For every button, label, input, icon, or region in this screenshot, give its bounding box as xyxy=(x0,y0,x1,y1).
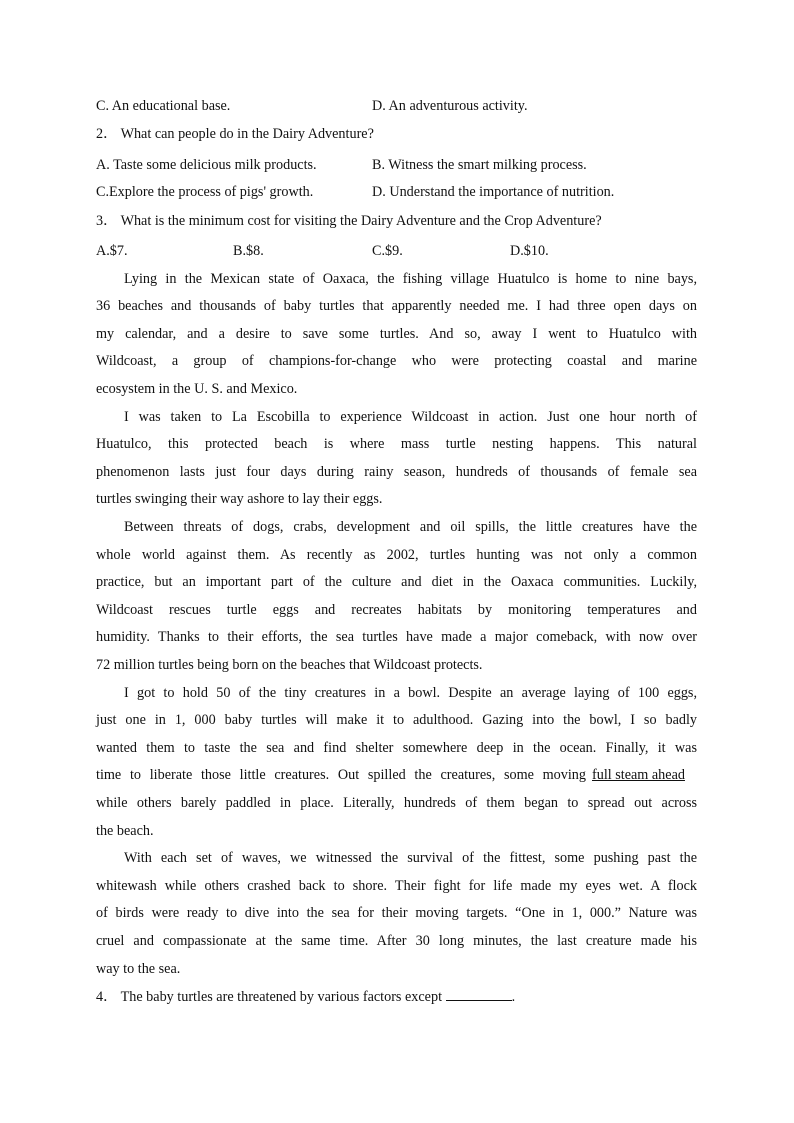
q2-option-a: A. Taste some delicious milk products. xyxy=(96,157,317,173)
text-line: turtles swinging their way ashore to lay their eggs. xyxy=(96,491,383,507)
q2-option-d: D. Understand the importance of nutrition. xyxy=(372,184,615,200)
q3-stem: 3． What is the minimum cost for visiting the Dairy Adventure and the Crop Adventure? xyxy=(96,213,602,229)
text-line: practice, but an important part of the culture and diet in the Oaxaca communities. Luckily, xyxy=(96,574,697,590)
text-line: time to liberate those little creatures. Out spilled the creatures, some moving xyxy=(96,767,586,783)
text-line: wanted them to taste the sea and find shelter somewhere deep in the ocean. Finally, it was xyxy=(96,740,697,756)
text-line: I got to hold 50 of the tiny creatures in a bowl. Despite an average laying of 100 eggs, xyxy=(124,685,697,701)
text-line: phenomenon lasts just four days during rainy season, hundreds of thousands of female sea xyxy=(96,464,697,480)
text-line: Between threats of dogs, crabs, development and oil spills, the little creatures have the xyxy=(124,519,697,535)
q3-option-a: A.$7. xyxy=(96,243,128,259)
text-line: With each set of waves, we witnessed the survival of the fittest, some pushing past the xyxy=(124,850,697,866)
text-line: ecosystem in the U. S. and Mexico. xyxy=(96,381,298,397)
q2-option-b: B. Witness the smart milking process. xyxy=(372,157,587,173)
text-line: I was taken to La Escobilla to experience Wildcoast in action. Just one hour north of xyxy=(124,409,697,425)
text-line: 36 beaches and thousands of baby turtles that apparently needed me. I had three open days on xyxy=(96,298,697,314)
q3-option-d: D.$10. xyxy=(510,243,549,259)
underlined-phrase: full steam ahead xyxy=(592,767,685,783)
q4-stem xyxy=(96,987,515,1007)
text-line: Lying in the Mexican state of Oaxaca, the fishing village Huatulco is home to nine bays, xyxy=(124,271,697,287)
q4-end: . xyxy=(511,989,516,1005)
answer-blank[interactable] xyxy=(446,987,512,1001)
text-line: whitewash while others crashed back to shore. Their fight for life made my eyes wet. A flock xyxy=(96,878,697,894)
q4-stem-text: 4． The baby turtles are threatened by various factors except xyxy=(96,989,443,1005)
text-line: the beach. xyxy=(96,823,154,839)
text-line: cruel and compassionate at the same time. After 30 long minutes, the last creature made his xyxy=(96,933,697,949)
q1-option-d: D. An adventurous activity. xyxy=(372,98,528,114)
text-line: Huatulco, this protected beach is where mass turtle nesting happens. This natural xyxy=(96,436,697,452)
text-line: humidity. Thanks to their efforts, the sea turtles have made a major comeback, with now over xyxy=(96,629,697,645)
text-line: while others barely paddled in place. Literally, hundreds of them began to spread out across xyxy=(96,795,697,811)
text-line: Wildcoast, a group of champions-for-change who were protecting coastal and marine xyxy=(96,353,697,369)
q2-stem: 2． What can people do in the Dairy Adventure? xyxy=(96,126,374,142)
text-line: Wildcoast rescues turtle eggs and recreates habitats by monitoring temperatures and xyxy=(96,602,697,618)
text-line: way to the sea. xyxy=(96,961,181,977)
text-line: 72 million turtles being born on the beaches that Wildcoast protects. xyxy=(96,657,483,673)
text-line: my calendar, and a desire to save some turtles. And so, away I went to Huatulco with xyxy=(96,326,697,342)
text-line: whole world against them. As recently as 2002, turtles hunting was not only a common xyxy=(96,547,697,563)
q3-option-b: B.$8. xyxy=(233,243,264,259)
q2-option-c: C.Explore the process of pigs' growth. xyxy=(96,184,314,200)
q3-option-c: C.$9. xyxy=(372,243,403,259)
text-line: of birds were ready to dive into the sea for their moving targets. “One in 1, 000.” Nature was xyxy=(96,905,697,921)
q1-option-c: C. An educational base. xyxy=(96,98,231,114)
text-line: just one in 1, 000 baby turtles will make it to adulthood. Gazing into the bowl, I so badly xyxy=(96,712,697,728)
